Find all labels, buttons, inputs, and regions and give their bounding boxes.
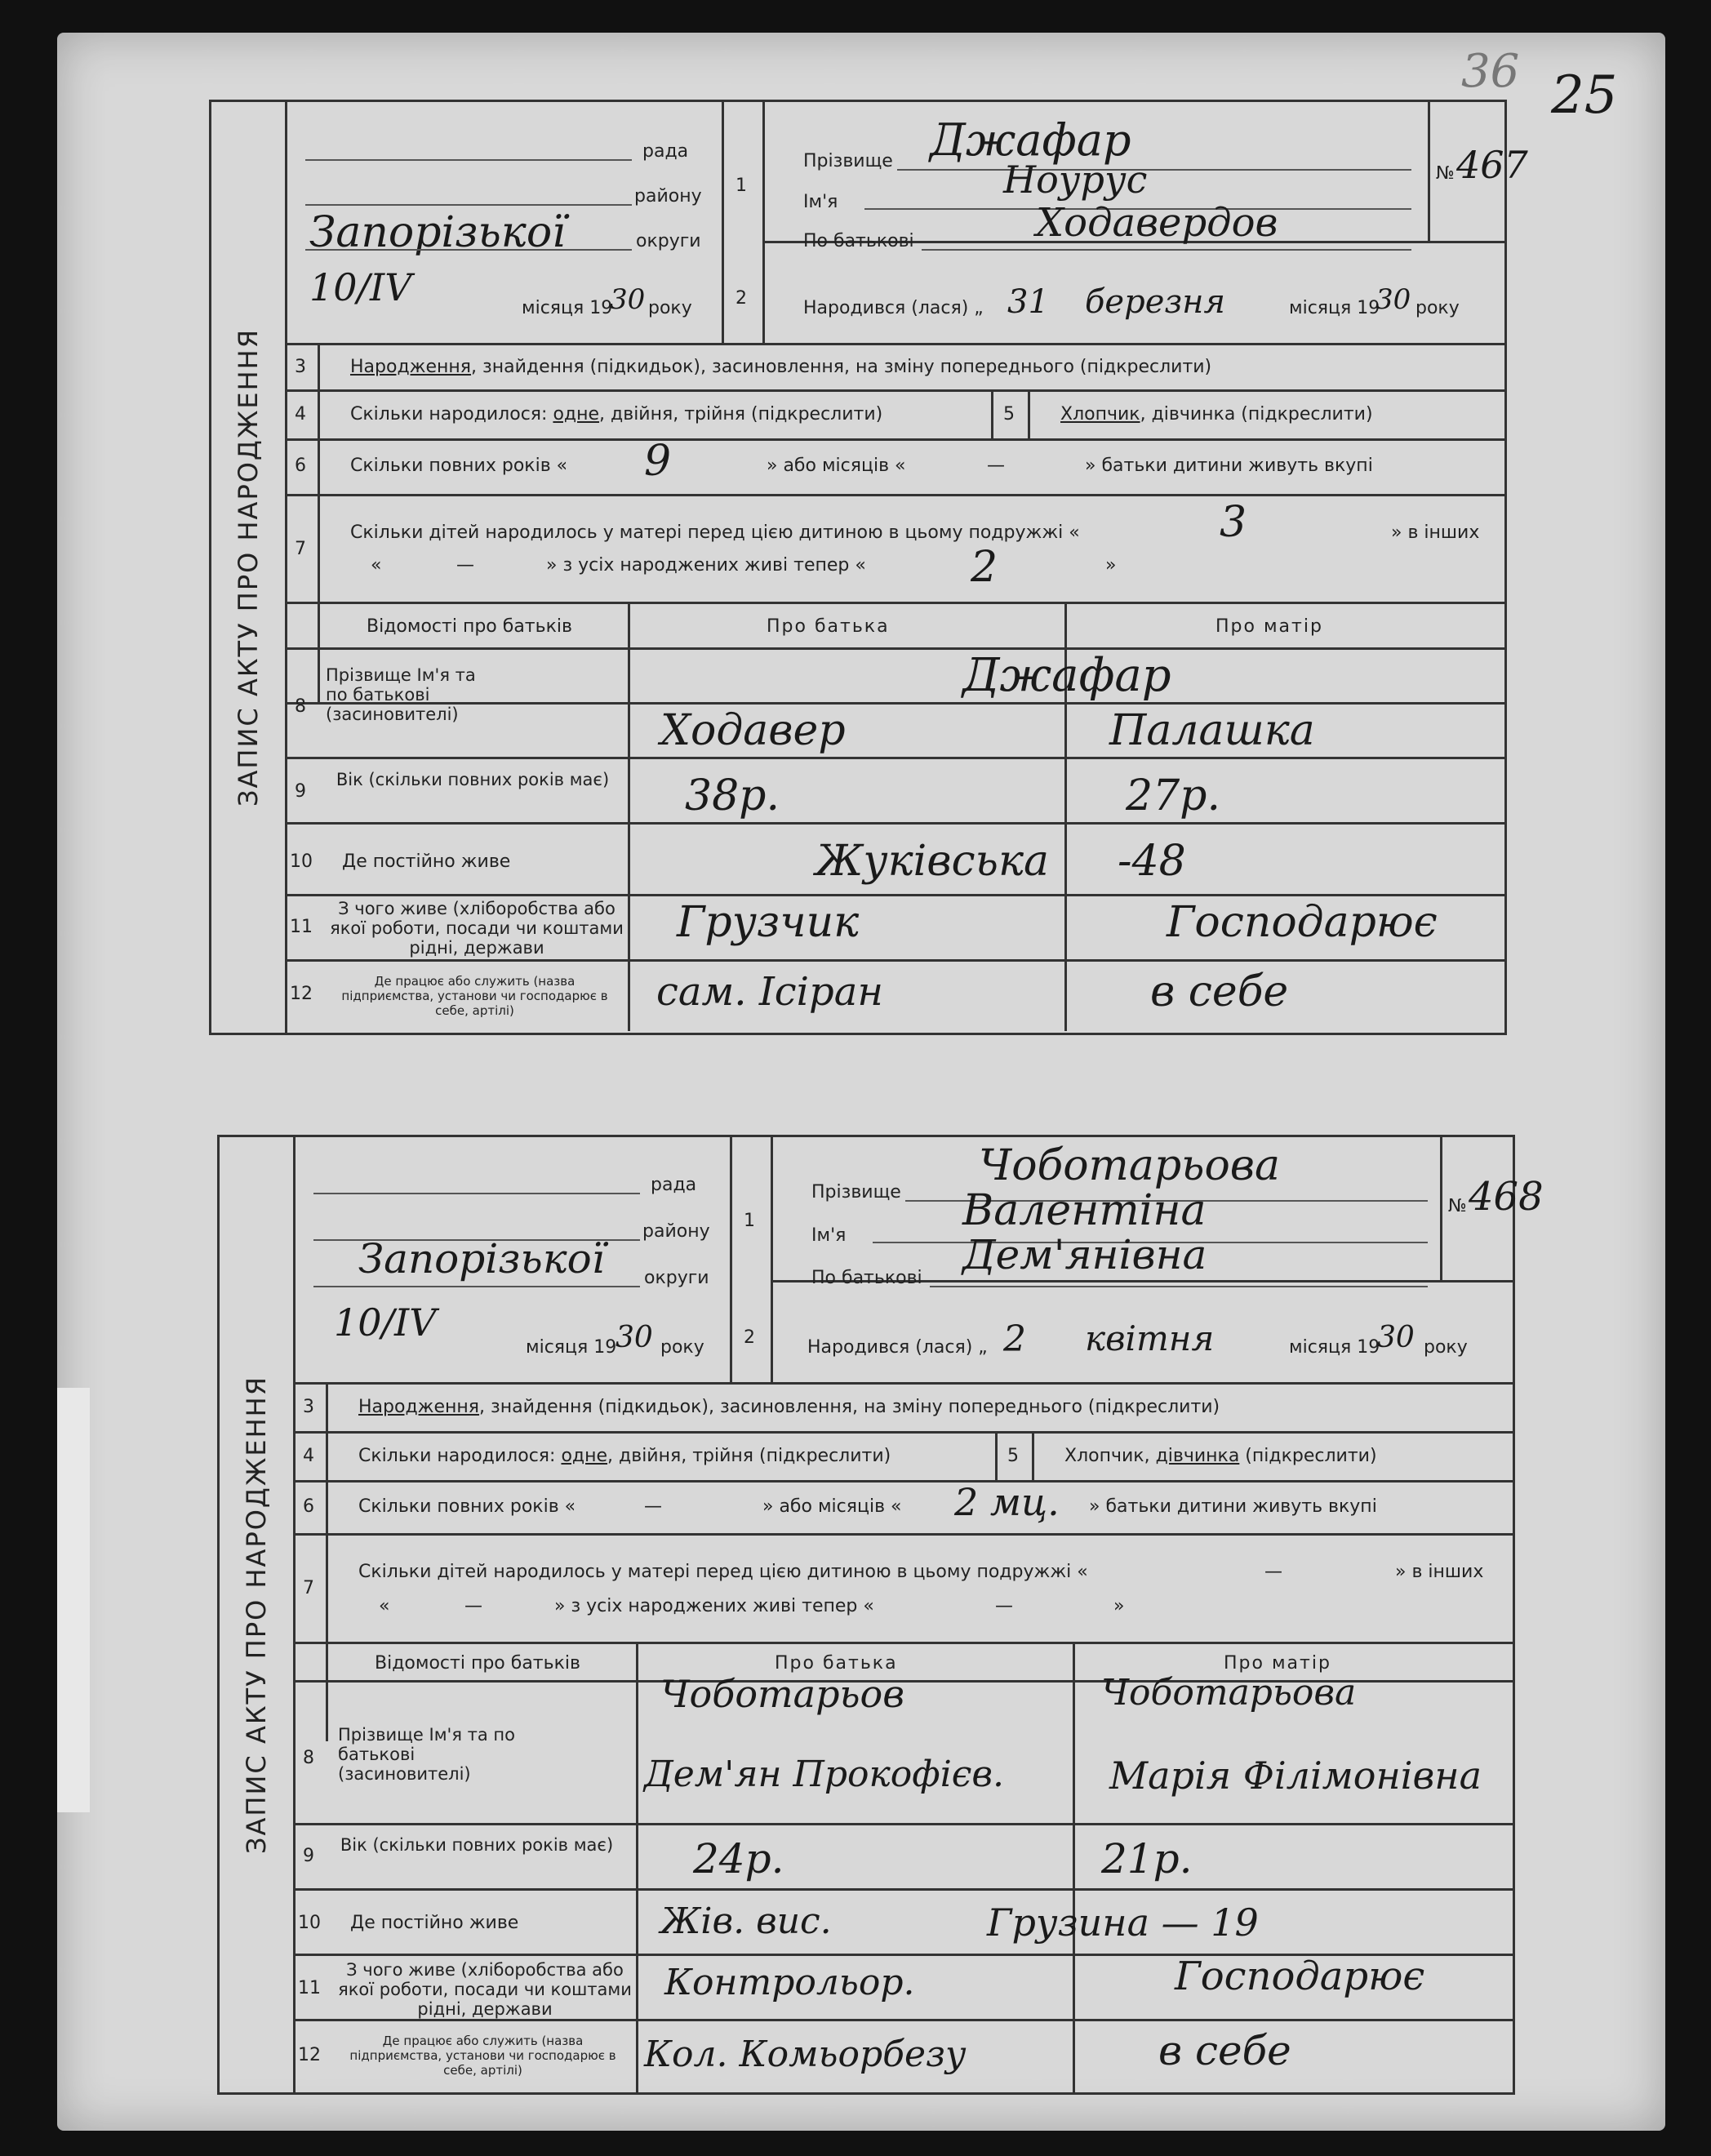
mother-age: 27р.: [1126, 771, 1220, 820]
mother-occupation: Господарює: [1167, 898, 1438, 947]
birth-year: 30: [1375, 283, 1411, 316]
form-2-sidebar: ЗАПИС АКТУ ПРО НАРОДЖЕННЯ: [220, 1137, 296, 2092]
row7-b: » в інших: [1395, 1562, 1484, 1582]
patronymic-label: По батькові: [811, 1268, 922, 1288]
name-label: Ім'я: [811, 1225, 847, 1246]
row8-label: Прізвище Ім'я та по батькові (засиновителі): [338, 1725, 515, 1784]
years-together: —: [644, 1496, 662, 1517]
row7-a: Скільки дітей народилось у матері перед цією дитиною в цьому подружжі «: [350, 522, 1080, 543]
born-roku-label: року: [1415, 298, 1460, 318]
okruhy-label: округи: [636, 231, 701, 251]
mother-name: Марія Філімонівна: [1109, 1754, 1482, 1798]
row12-label: Де працює або служить (назва підприємства, установи чи господарює в себе, артілі): [341, 974, 608, 1018]
father-age: 38р.: [685, 771, 780, 820]
row6-b: » або місяців «: [762, 1496, 902, 1517]
father-surname: Чоботарьов: [660, 1672, 905, 1716]
birth-month: березня: [1085, 283, 1226, 321]
residence-street: Грузина — 19: [987, 1900, 1259, 1945]
months-together: 2 мц.: [954, 1480, 1060, 1524]
row11-label: З чого живе (хліборобства або якої роботи, посади чи коштами рідні, держави: [330, 899, 624, 958]
registration-date: 10/IV: [334, 1300, 437, 1345]
patronymic-value: Дем'янівна: [962, 1231, 1207, 1278]
row6-a: Скільки повних років «: [350, 456, 568, 476]
binding-strip: [57, 1388, 90, 1812]
registration-date: 10/IV: [309, 265, 412, 309]
row11-label: З чого живе (хліборобства або якої роботи, посади чи коштами рідні, держави: [338, 1960, 632, 2019]
row7-e: »: [1105, 555, 1117, 576]
okruhy-label: округи: [644, 1268, 709, 1288]
surname-label: Прізвище: [811, 1182, 901, 1202]
col-mother: Про матір: [1224, 1653, 1331, 1674]
okruha-value: Запорізької: [358, 1235, 605, 1282]
children-before: —: [1264, 1562, 1282, 1582]
father-name: Дем'ян Прокофієв.: [644, 1754, 1005, 1795]
surname-value: Чоботарьова: [979, 1141, 1281, 1190]
alive-now: —: [995, 1596, 1013, 1616]
row10-label: Де постійно живе: [350, 1913, 519, 1933]
row12-label: Де працює або служить (назва підприємства, установи чи господарює в себе, артілі): [349, 2034, 616, 2078]
months-together: —: [987, 456, 1005, 476]
col-father: Про батька: [775, 1653, 898, 1674]
born-month-year-label: місяця 19: [1289, 1337, 1380, 1358]
row5-text: Хлопчик, дівчинка (підкреслити): [1060, 404, 1373, 425]
row6-c: » батьки дитини живуть вкупі: [1085, 456, 1373, 476]
old-page-number: 36: [1461, 45, 1520, 98]
record-number: 468: [1469, 1174, 1544, 1220]
number-sign: №: [1448, 1196, 1467, 1216]
record-number: 467: [1456, 143, 1528, 187]
rada-label: рада: [642, 141, 689, 162]
birth-month: квітня: [1085, 1318, 1215, 1358]
patronymic-label: По батькові: [803, 231, 914, 251]
month-year-label: місяця 19: [526, 1337, 617, 1358]
registration-year: 30: [610, 283, 646, 316]
residence-number: -48: [1118, 837, 1186, 886]
row7-d: » з усіх народжених живі тепер «: [554, 1596, 874, 1616]
col-parent-info: Відомості про батьків: [367, 616, 572, 637]
raion-label: району: [634, 186, 702, 207]
father-occupation: Грузчик: [677, 898, 860, 947]
row6-c: » батьки дитини живуть вкупі: [1089, 1496, 1377, 1517]
alive-now: 2: [971, 543, 998, 592]
father-name: Ходавер: [660, 706, 846, 755]
residence: Жів. вис.: [660, 1900, 832, 1942]
born-label: Народився (лася) „: [803, 298, 984, 318]
mother-work: в себе: [1150, 967, 1289, 1016]
born-month-year-label: місяця 19: [1289, 298, 1380, 318]
residence: Жуківська: [816, 837, 1050, 886]
children-other: —: [464, 1596, 482, 1616]
row4-text: Скільки народилося: одне, двійня, трійня (підкреслити): [358, 1446, 891, 1466]
row7-a: Скільки дітей народилось у матері перед цією дитиною в цьому подружжі «: [358, 1562, 1088, 1582]
mother-surname: Чоботарьова: [1101, 1672, 1357, 1714]
col-father: Про батька: [767, 616, 890, 637]
roku-label: року: [660, 1337, 704, 1358]
col-mother: Про матір: [1215, 616, 1323, 637]
row10-label: Де постійно живе: [342, 851, 511, 872]
mother-occupation: Господарює: [1175, 1954, 1425, 1999]
name-value: Валентіна: [962, 1186, 1207, 1235]
row7-c: «: [371, 555, 382, 576]
row7-b: » в інших: [1391, 522, 1480, 543]
rada-label: рада: [651, 1175, 697, 1195]
mother-work: в себе: [1158, 2027, 1291, 2074]
mother-age: 21р.: [1101, 1835, 1193, 1883]
row5-text: Хлопчик, дівчинка (підкреслити): [1064, 1446, 1377, 1466]
mother-name: Палашка: [1109, 706, 1315, 755]
form-1-sidebar: ЗАПИС АКТУ ПРО НАРОДЖЕННЯ: [211, 102, 287, 1033]
father-age: 24р.: [693, 1835, 784, 1883]
birth-record-form-2: ЗАПИС АКТУ ПРО НАРОДЖЕННЯ рада району Запорізької округи 10/IV місяця 19 30 року 1 2 Прізвище Чоботарьова Ім'я Валентіна По батькові Дем'янівна № 468 Народився (лася) „ 2 квітня місяця 19 30 року 3 Народження, знайдення (підкидьок), засиновлення, на зміну попереднього (підкреслити) 4 Скільки народилося: одне, двійня, трійня (підкреслити) 5 Хлопчик, дівчинка (підкреслити) 6 Скільки повних років « — » або місяців « 2 мц. » батьки дитини живуть вкупі 7 Скільки дітей народилось у матері перед цією дитиною в цьому подружжі « — » в інших « — » з усіх народжених живі тепер « — » Відомості про батьків Про батька Про матір 8 Прізвище Ім'я та по батькові (засиновителі) Чоботарьов Чоботарьова Дем'ян Прокофієв. Марія Філімонівна 9 Вік (скільки повних років має) 24р. 21р. 10 Де постійно живе Жів. вис. Грузина — 19 11 З чого живе (хліборобства або якої роботи, посади чи коштами рідні, держави Контрольор. Господарює 12 Де працює або служить (назва підприємства, установи чи господарює в себе, артілі) Кол. Комьорбезу в себе: [217, 1135, 1515, 2095]
row4-text: Скільки народилося: одне, двійня, трійня (підкреслити): [350, 404, 883, 425]
raion-label: району: [642, 1221, 710, 1242]
row3-text: Народження, знайдення (підкидьок), засиновлення, на зміну попереднього (підкреслити): [358, 1397, 1220, 1417]
name-value: Ноурус: [1003, 158, 1148, 202]
name-label: Ім'я: [803, 192, 838, 212]
surname-value: Джафар: [930, 114, 1131, 166]
row9-label: Вік (скільки повних років має): [340, 1835, 614, 1855]
surname-label: Прізвище: [803, 151, 893, 171]
patronymic-value: Ходавердов: [1036, 200, 1278, 246]
birth-day: 2: [1003, 1318, 1026, 1360]
birth-year: 30: [1377, 1321, 1415, 1354]
row6-a: Скільки повних років «: [358, 1496, 576, 1517]
birth-record-form-1: ЗАПИС АКТУ ПРО НАРОДЖЕННЯ рада району Запорізької округи 10/IV місяця 19 30 року 1 2 Прізвище Джафар Ім'я Ноурус По батькові Ходавердов № 467 Народився (лася) „ 31 березня місяця 19 30 року 3 Народження, знайдення (підкидьок), засиновлення, на зміну попереднього (підкреслити) 4 Скільки народилося: одне, двійня, трійня (підкреслити) 5 Хлопчик, дівчинка (підкреслити) 6 Скільки повних років « 9 » або місяців « — » батьки дитини живуть вкупі 7 Скільки дітей народилось у матері перед цією дитиною в цьому подружжі « 3 » в інших « — » з усіх народжених живі тепер « 2 » Відомості про батьків Про батька Про матір 8 Прізвище Ім'я та по батькові (засиновителі) Джафар Ходавер Палашка 9 Вік (скільки повних років має) 38р. 27р. 10 Де постійно живе Жуківська -48 11 З чого живе (хліборобства або якої роботи, посади чи коштами рідні, держави Грузчик Господарює 12 Де працює або служить (назва підприємства, установи чи господарює в себе, артілі) сам. Ісіран в себе: [209, 100, 1507, 1035]
family-surname: Джафар: [962, 649, 1171, 702]
row7-e: »: [1113, 1596, 1125, 1616]
roku-label: року: [648, 298, 692, 318]
col-parent-info: Відомості про батьків: [375, 1653, 580, 1674]
born-roku-label: року: [1424, 1337, 1468, 1358]
registration-year: 30: [616, 1321, 653, 1354]
children-other: —: [456, 555, 474, 576]
father-work: сам. Ісіран: [656, 969, 883, 1015]
row6-b: » або місяців «: [767, 456, 906, 476]
row3-text: Народження, знайдення (підкидьок), засиновлення, на зміну попереднього (підкреслити): [350, 357, 1212, 377]
born-label: Народився (лася) „: [807, 1337, 988, 1358]
row7-c: «: [379, 1596, 390, 1616]
row9-label: Вік (скільки повних років має): [336, 770, 610, 789]
okruha-value: Запорізької: [309, 208, 566, 257]
children-before: 3: [1220, 498, 1247, 547]
father-work: Кол. Комьорбезу: [644, 2034, 967, 2075]
month-year-label: місяця 19: [522, 298, 613, 318]
new-page-number: 25: [1551, 65, 1618, 126]
years-together: 9: [644, 437, 672, 486]
birth-day: 31: [1007, 283, 1049, 321]
father-occupation: Контрольор.: [664, 1962, 915, 2003]
row8-label: Прізвище Ім'я та по батькові (засиновителі): [326, 665, 476, 724]
row7-d: » з усіх народжених живі тепер «: [546, 555, 866, 576]
number-sign: №: [1436, 163, 1455, 184]
